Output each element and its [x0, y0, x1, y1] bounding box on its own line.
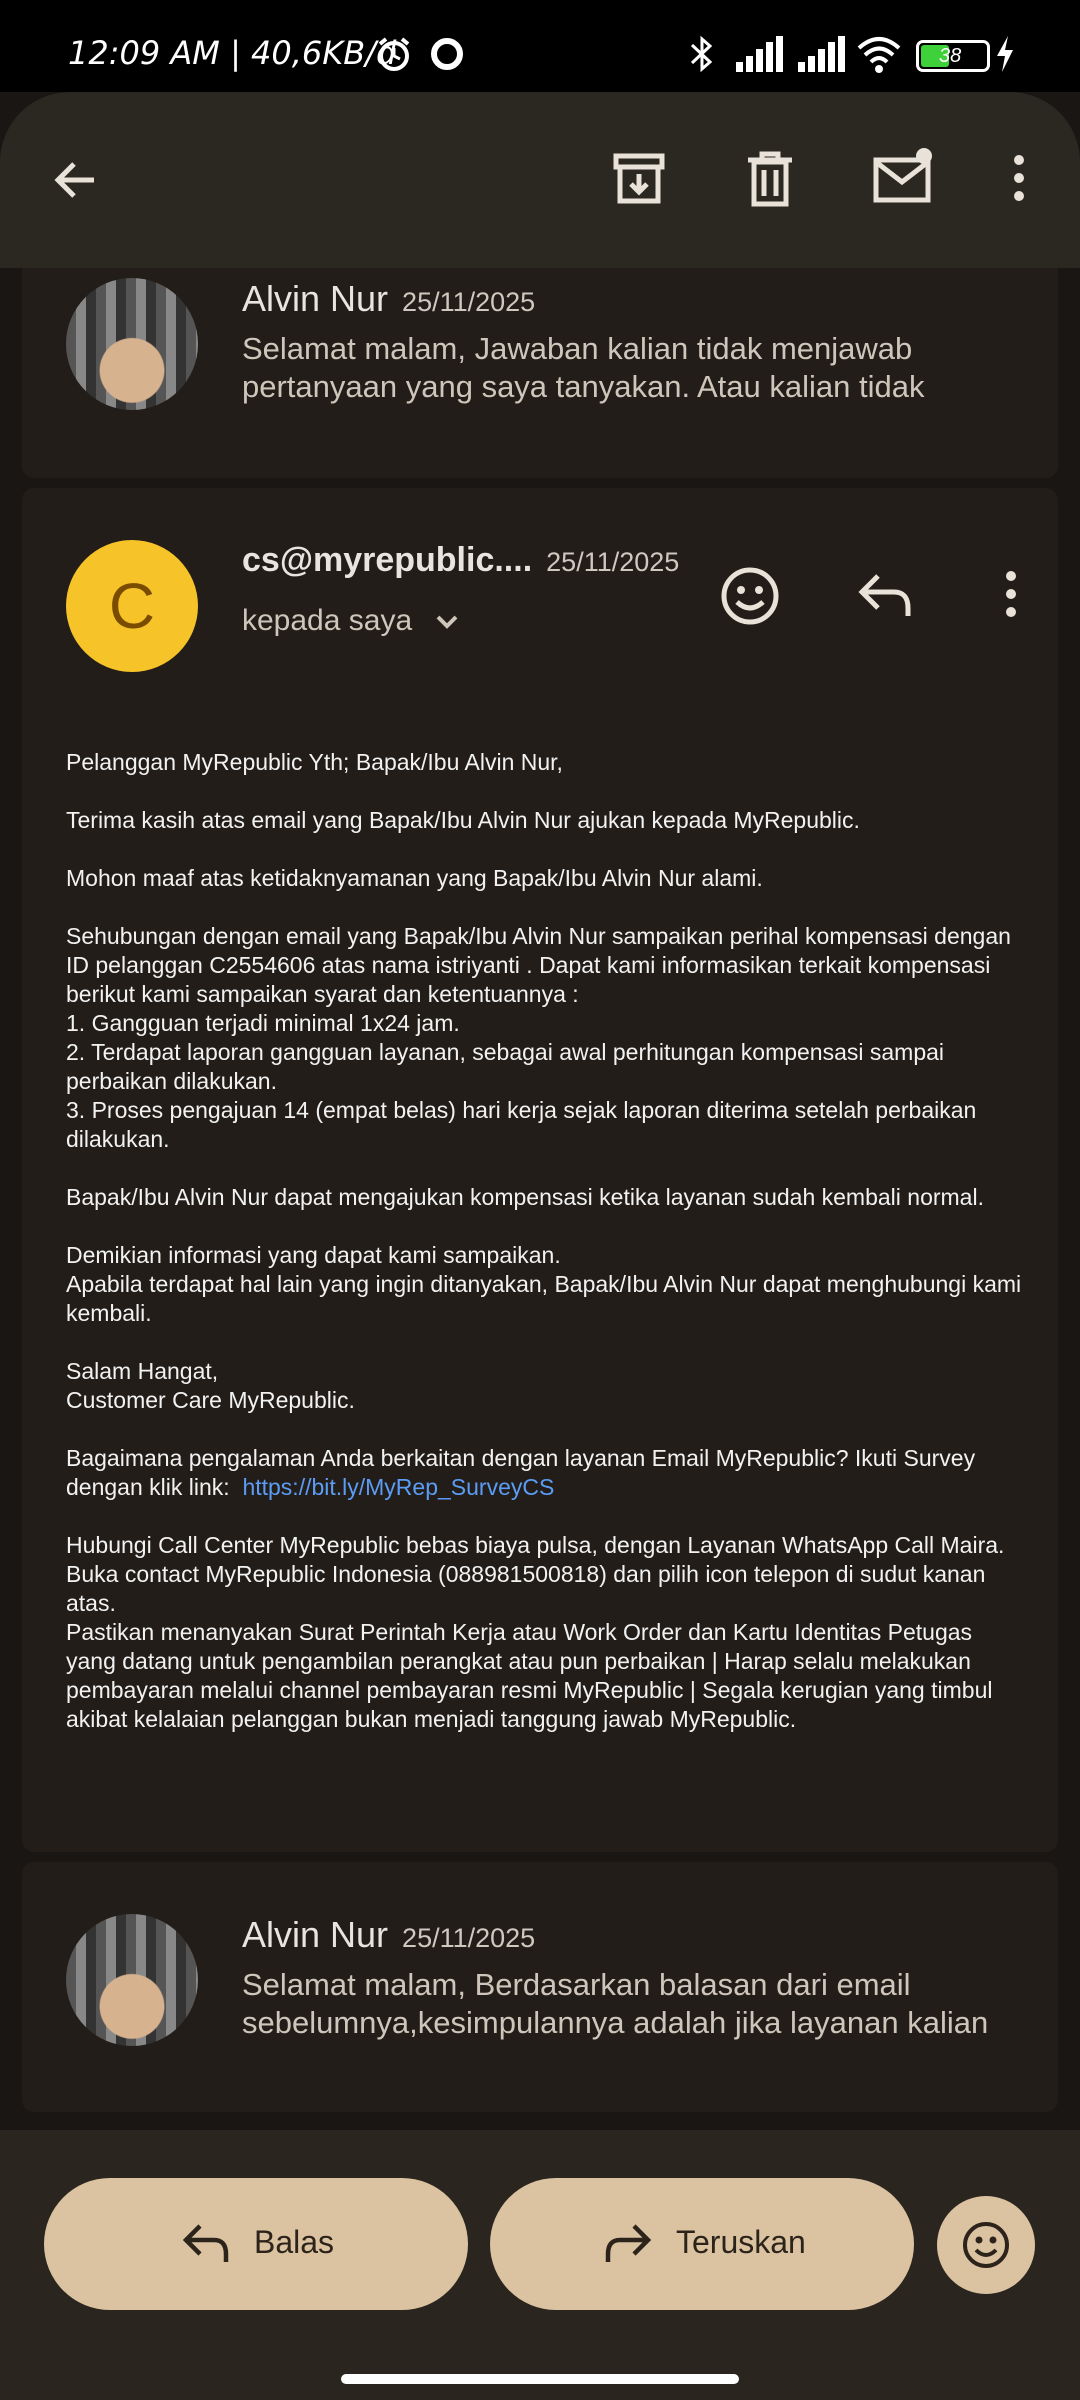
body-line: Hubungi Call Center MyRepublic bebas biaya pulsa, dengan Layanan WhatsApp Call Maira. Buka contact MyRepublic Indonesia (088981500818) dan pilih icon telepon di sudut kanan atas. [66, 1532, 1005, 1616]
body-paragraph: Bapak/Ibu Alvin Nur dapat mengajukan kompensasi ketika layanan sudah kembali normal. [66, 1184, 984, 1210]
message-snippet: Selamat malam, Berdasarkan balasan dari email sebelumnya,kesimpulannya adalah jika layanan kalian [242, 1967, 989, 2040]
message-card-collapsed[interactable] [22, 268, 1058, 478]
body-line: Pastikan menanyakan Surat Perintah Kerja atau Work Order dan Kartu Identitas Petugas yang datang untuk pengambilan perangkat atau pun perbaikan | Harap selalu melakukan pembayaran melalui channel pembayaran resmi MyRepublic | Segala kerugian yang timbul akibat kelalaian pelanggan bukan menjadi tanggung jawab MyRepublic. [66, 1619, 993, 1732]
body-line: Salam Hangat, [66, 1358, 219, 1384]
delete-icon[interactable] [744, 150, 796, 208]
forward-button[interactable] [490, 2178, 914, 2310]
archive-icon[interactable] [610, 150, 668, 208]
body-line: 1. Gangguan terjadi minimal 1x24 jam. [66, 1010, 460, 1036]
reply-icon [180, 2220, 232, 2268]
bluetooth-icon [686, 34, 718, 74]
survey-link[interactable]: https://bit.ly/MyRep_SurveyCS [242, 1474, 555, 1500]
avatar: C [66, 540, 198, 672]
body-line: Sehubungan dengan email yang Bapak/Ibu Alvin Nur sampaikan perihal kompensasi dengan ID pelanggan C2554606 atas nama istriyanti . Dapat kami informasikan terkait kompensasi berikut kami sampaikan syarat dan ketentuannya : [66, 923, 1011, 1007]
body-paragraph [66, 1531, 1026, 1734]
body-paragraph: Terima kasih atas email yang Bapak/Ibu Alvin Nur ajukan kepada MyRepublic. [66, 807, 860, 833]
body-paragraph [66, 922, 1026, 1154]
forward-icon [602, 2220, 654, 2268]
alarm-icon [374, 34, 414, 74]
message-date: 25/11/2025 [402, 1923, 536, 1953]
home-indicator[interactable] [341, 2374, 739, 2384]
message-date: 25/11/2025 [402, 287, 536, 317]
sender-name: Alvin Nur [242, 278, 389, 319]
body-paragraph [66, 1444, 1026, 1502]
recipient-label: kepada saya [242, 604, 413, 637]
message-more-icon[interactable] [996, 566, 1026, 626]
body-line: Apabila terdapat hal lain yang ingin ditanyakan, Bapak/Ibu Alvin Nur dapat menghubungi kami kembali. [66, 1271, 1022, 1326]
sender-line [242, 278, 535, 320]
signal-2-icon [796, 34, 846, 74]
body-paragraph [66, 1241, 1026, 1328]
body-line: 2. Terdapat laporan gangguan layanan, sebagai awal perhitungan kompensasi sampai perbaikan dilakukan. [66, 1039, 945, 1094]
message-card-collapsed[interactable] [22, 1862, 1058, 2112]
status-time-speed: 12:09 AM | 40,6KB/d [68, 34, 397, 72]
add-reaction-icon[interactable] [718, 564, 782, 628]
body-line: 3. Proses pengajuan 14 (empat belas) hari kerja sejak laporan diterima setelah perbaikan dilakukan. [66, 1097, 977, 1152]
back-icon[interactable] [48, 152, 104, 208]
emoji-icon [961, 2220, 1011, 2270]
sender-email[interactable]: cs@myrepublic.... [242, 541, 533, 579]
recipient-toggle[interactable] [242, 604, 462, 638]
more-vert-icon[interactable] [1004, 150, 1034, 210]
battery-icon [916, 40, 990, 72]
circle-status-icon [428, 34, 466, 72]
body-paragraph [66, 1357, 1026, 1415]
reaction-button[interactable] [937, 2196, 1035, 2294]
avatar [66, 278, 198, 410]
forward-label: Teruskan [676, 2224, 806, 2260]
body-line: Demikian informasi yang dapat kami sampaikan. [66, 1242, 561, 1268]
sender-line [242, 1914, 535, 1956]
message-date: 25/11/2025 [546, 547, 680, 577]
body-greeting: Pelanggan MyRepublic Yth; Bapak/Ibu Alvin Nur, [66, 749, 563, 775]
avatar [66, 1914, 198, 2046]
wifi-icon [856, 34, 902, 74]
sender-name: Alvin Nur [242, 1914, 389, 1955]
body-line: Bagaimana pengalaman Anda berkaitan dengan layanan Email MyRepublic? Ikuti Survey dengan klik link: [66, 1445, 976, 1500]
body-line: Customer Care MyRepublic. [66, 1387, 355, 1413]
reply-button[interactable] [44, 2178, 468, 2310]
battery-level: 38 [939, 45, 962, 67]
signal-1-icon [734, 34, 784, 74]
sender-line [242, 538, 679, 580]
chevron-down-icon [432, 611, 462, 633]
charging-icon [994, 34, 1016, 74]
mark-unread-icon[interactable] [872, 146, 936, 206]
email-body [66, 748, 1026, 1763]
reply-icon[interactable] [854, 568, 916, 624]
status-bar [0, 0, 1080, 92]
top-app-bar [0, 92, 1080, 268]
body-paragraph: Mohon maaf atas ketidaknyamanan yang Bapak/Ibu Alvin Nur alami. [66, 865, 763, 891]
reply-label: Balas [254, 2224, 335, 2260]
message-snippet: Selamat malam, Jawaban kalian tidak menjawab pertanyaan yang saya tanyakan. Atau kalian tidak [242, 331, 925, 404]
